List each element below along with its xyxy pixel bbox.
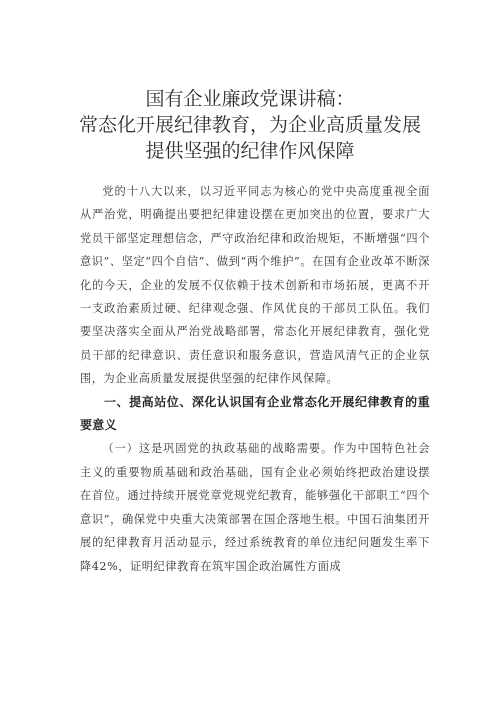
intro-paragraph: 党的十八大以来，以习近平同志为核心的党中央高度重视全面从严治党，明确提出要把纪律建设摆在更加突出的位置，要求广大党员干部坚定理想信念，严守政治纪律和政治规矩，不断增强“四个意识”、坚定“四个自信”、做到“两个维护”。在国有企业改革不断深化的今天，企业的发展不仅依赖于技术创新和市场拓展，更离不开一支政治素质过硬、纪律观念强、作风优良的干部员工队伍。我们要坚决落实全面从严治党战略部署，常态化开展纪律教育，强化党员干部的纪律意识、责任意识和服务意识，营造风清气正的企业氛围，为企业高质量发展提供坚强的纪律作风保障。: [80, 185, 430, 386]
section-heading: 一、提高站位、深化认识国有企业常态化开展纪律教育的重要意义: [80, 394, 430, 433]
section-paragraph: （一）这是巩固党的执政基础的战略需要。作为中国特色社会主义的重要物质基础和政治基础，国有企业必须始终把政治建设摆在首位。通过持续开展党章党规党纪教育，能够强化干部职工“四个意识”，确保党中央重大决策部署在国企落地生根。中国石油集团开展的纪律教育月活动显示，经过系统教育的单位违纪问题发生率下降42%，证明纪律教育在筑牢国企政治属性方面成: [80, 442, 430, 573]
title-line-2: 常态化开展纪律教育，为企业高质量发展: [78, 114, 421, 136]
document-title: [60, 86, 440, 164]
title-line-3: 提供坚强的纪律作风保障: [145, 140, 355, 162]
document-body: [80, 180, 430, 578]
title-line-1: 国有企业廉政党课讲稿：: [145, 88, 355, 110]
